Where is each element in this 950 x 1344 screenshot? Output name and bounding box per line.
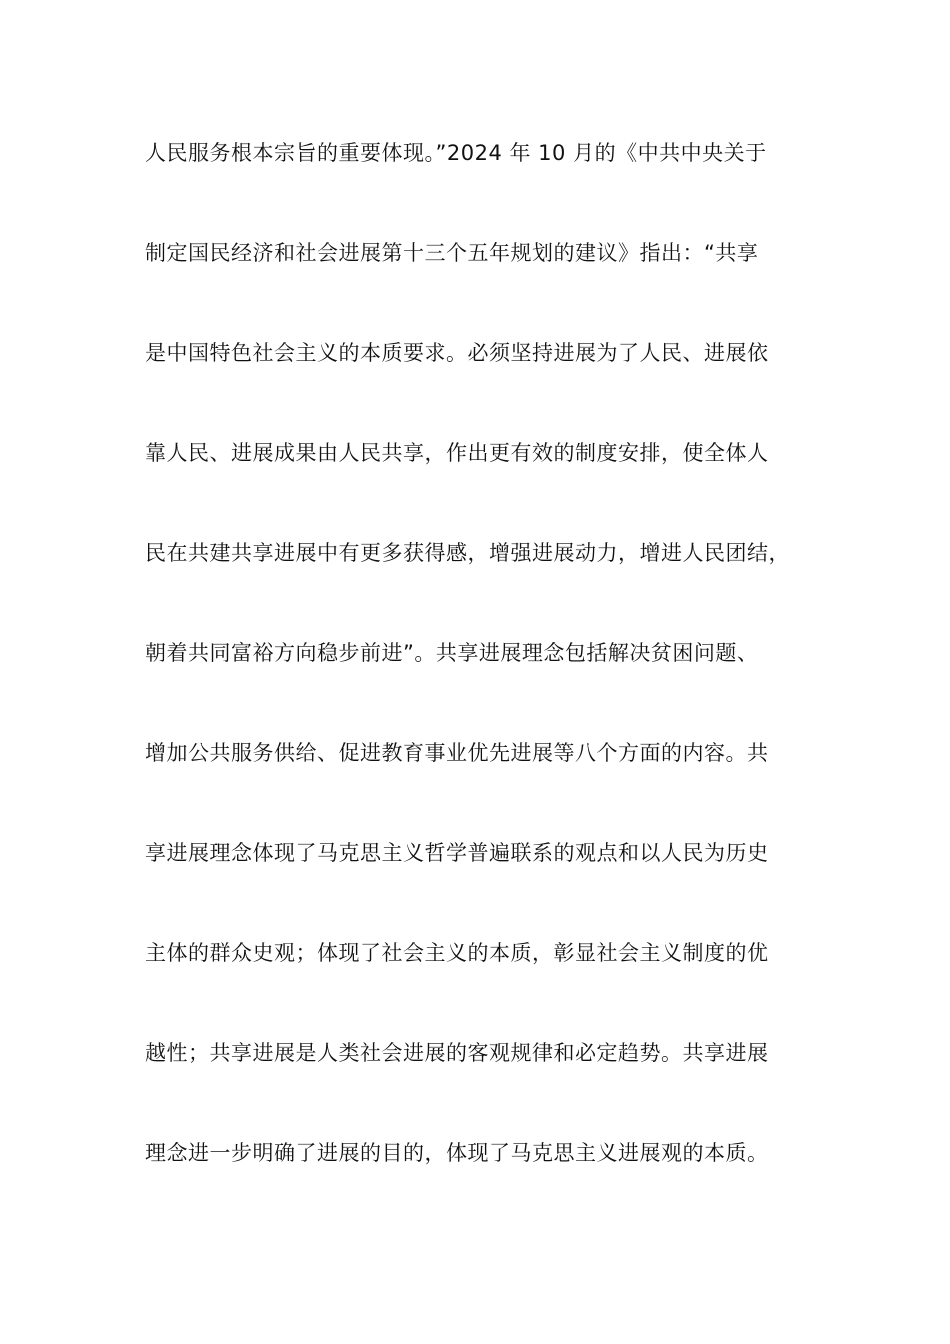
text-line: 增加公共服务供给、促进教育事业优先进展等八个方面的内容。共 xyxy=(145,741,769,765)
text-line: 制定国民经济和社会进展第十三个五年规划的建议》指出：“共享 xyxy=(145,241,759,265)
text-line: 靠人民、进展成果由人民共享，作出更有效的制度安排，使全体人 xyxy=(145,441,769,465)
text-line: 朝着共同富裕方向稳步前进”。共享进展理念包括解决贫困问题、 xyxy=(145,641,759,665)
text-line: 人民服务根本宗旨的重要体现。”2024 年 10 月的《中共中央关于 xyxy=(145,141,767,165)
text-line: 民在共建共享进展中有更多获得感，增强进展动力，增进人民团结， xyxy=(145,541,790,565)
text-line: 是中国特色社会主义的本质要求。必须坚持进展为了人民、进展依 xyxy=(145,341,769,365)
body-paragraph xyxy=(145,133,825,1233)
text-line: 越性；共享进展是人类社会进展的客观规律和必定趋势。共享进展 xyxy=(145,1041,769,1065)
text-line: 享进展理念体现了马克思主义哲学普遍联系的观点和以人民为历史 xyxy=(145,841,769,865)
text-line: 主体的群众史观；体现了社会主义的本质，彰显社会主义制度的优 xyxy=(145,941,769,965)
text-line: 理念进一步明确了进展的目的，体现了马克思主义进展观的本质。 xyxy=(145,1141,769,1165)
